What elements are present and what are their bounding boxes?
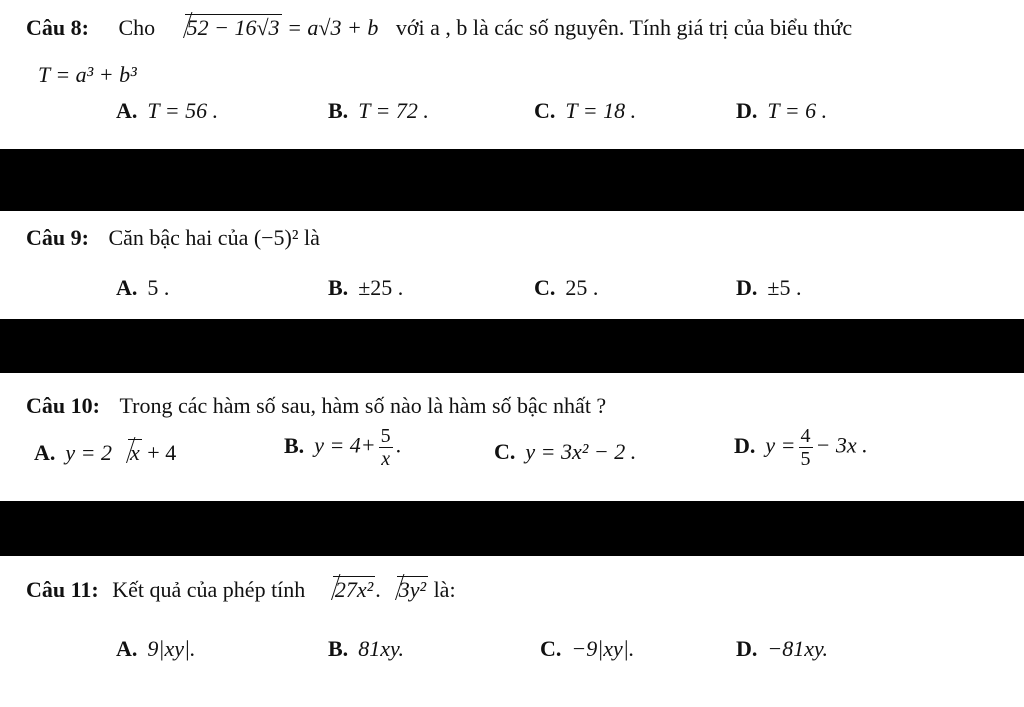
question-10-panel: [0, 373, 1024, 501]
question-9-option-b[interactable]: [328, 275, 403, 301]
fraction-numerator: 4: [800, 425, 811, 447]
question-10-option-d[interactable]: [734, 425, 868, 470]
question-11-stem: Câu 11: Kết quả của phép tính 27x². 3y² là:: [26, 577, 456, 602]
question-10-label: Câu 10:: [26, 393, 100, 418]
radicand-2: 3y²: [398, 577, 427, 602]
question-8-stem: [26, 14, 852, 41]
option-label: D.: [736, 98, 758, 123]
question-10-option-a[interactable]: [34, 439, 176, 466]
question-9-panel: [0, 211, 1024, 319]
question-8-option-c[interactable]: [534, 98, 636, 124]
question-11-radical-1: [319, 576, 375, 603]
option-label: A.: [34, 440, 56, 465]
question-11-stem-rest: là:: [433, 577, 456, 602]
question-8-radical: [171, 14, 282, 41]
question-11-stem-text: Kết quả của phép tính: [112, 577, 306, 602]
option-label: C.: [494, 439, 516, 464]
question-8-stem-rest: với a , b là các số nguyên. Tính giá trị của biểu thức: [395, 15, 853, 40]
option-a-radicand: x: [130, 440, 140, 465]
question-11-radical-2: [383, 576, 428, 603]
option-text: ±5 .: [767, 275, 802, 300]
question-8-option-b[interactable]: [328, 98, 429, 124]
question-8-equation-rhs: = a√3 + b: [287, 15, 379, 40]
option-text: −81xy.: [767, 636, 829, 661]
option-text: −9|xy|.: [571, 636, 635, 661]
question-9-stem-text: Căn bậc hai của (−5)² là: [108, 225, 320, 250]
question-9-label: Câu 9:: [26, 225, 89, 250]
question-11-panel: [0, 556, 1024, 707]
option-label: D.: [734, 432, 756, 458]
question-9-option-d[interactable]: [736, 275, 801, 301]
question-10-stem-text: Trong các hàm số sau, hàm số nào là hàm số bậc nhất ?: [119, 393, 607, 418]
question-8-radicand: 52 − 16√3: [186, 15, 280, 40]
option-a-suffix: + 4: [147, 440, 177, 465]
question-9-option-c[interactable]: [534, 275, 598, 301]
option-text: T = 6 .: [767, 98, 828, 123]
option-label: D.: [736, 275, 758, 300]
question-10-option-c[interactable]: [494, 439, 636, 465]
option-text: T = 18 .: [565, 98, 637, 123]
option-text: T = 56 .: [147, 98, 219, 123]
option-text: 5 .: [147, 275, 170, 300]
question-8-label: Câu 8:: [26, 15, 89, 40]
option-text: ±25 .: [358, 275, 404, 300]
fraction-denominator: 5: [800, 448, 811, 470]
question-8-expression: T = a³ + b³: [38, 62, 137, 87]
option-b-prefix: y = 4+: [314, 432, 376, 458]
question-9-stem: [26, 225, 320, 251]
question-8-stem-intro: Cho: [118, 15, 156, 40]
option-a-radical: [114, 439, 142, 466]
question-11-option-c[interactable]: [540, 636, 634, 662]
question-11-option-a[interactable]: [116, 636, 196, 662]
option-d-prefix: y =: [765, 432, 796, 458]
question-10-stem: [26, 393, 606, 419]
question-11-option-d[interactable]: [736, 636, 828, 662]
option-label: A.: [116, 98, 138, 123]
option-text: 9|xy|.: [147, 636, 196, 661]
option-text: 81xy.: [358, 636, 405, 661]
option-label: A.: [116, 636, 138, 661]
radicand-1: 27x²: [334, 577, 374, 602]
option-b-suffix: .: [395, 432, 402, 458]
option-text: 25 .: [565, 275, 599, 300]
option-b-fraction: [379, 425, 393, 470]
option-label: B.: [284, 432, 305, 458]
option-label: B.: [328, 636, 349, 661]
option-label: C.: [534, 98, 556, 123]
option-a-prefix: y = 2: [65, 440, 113, 465]
option-text: T = 72 .: [358, 98, 429, 123]
option-label: C.: [540, 636, 562, 661]
question-11-label: Câu 11:: [26, 577, 99, 602]
question-10-option-b[interactable]: [284, 425, 401, 470]
question-8-option-d[interactable]: [736, 98, 827, 124]
question-8-option-a[interactable]: [116, 98, 218, 124]
option-text: y = 3x² − 2 .: [525, 439, 637, 464]
option-d-fraction: [799, 425, 813, 470]
fraction-denominator: x: [381, 448, 391, 470]
fraction-numerator: 5: [380, 425, 391, 447]
option-label: C.: [534, 275, 556, 300]
option-label: B.: [328, 98, 349, 123]
question-9-option-a[interactable]: [116, 275, 169, 301]
question-11-option-b[interactable]: [328, 636, 404, 662]
question-8-panel: [0, 0, 1024, 149]
option-label: D.: [736, 636, 758, 661]
option-label: B.: [328, 275, 349, 300]
option-label: A.: [116, 275, 138, 300]
option-d-suffix: − 3x .: [815, 432, 868, 458]
